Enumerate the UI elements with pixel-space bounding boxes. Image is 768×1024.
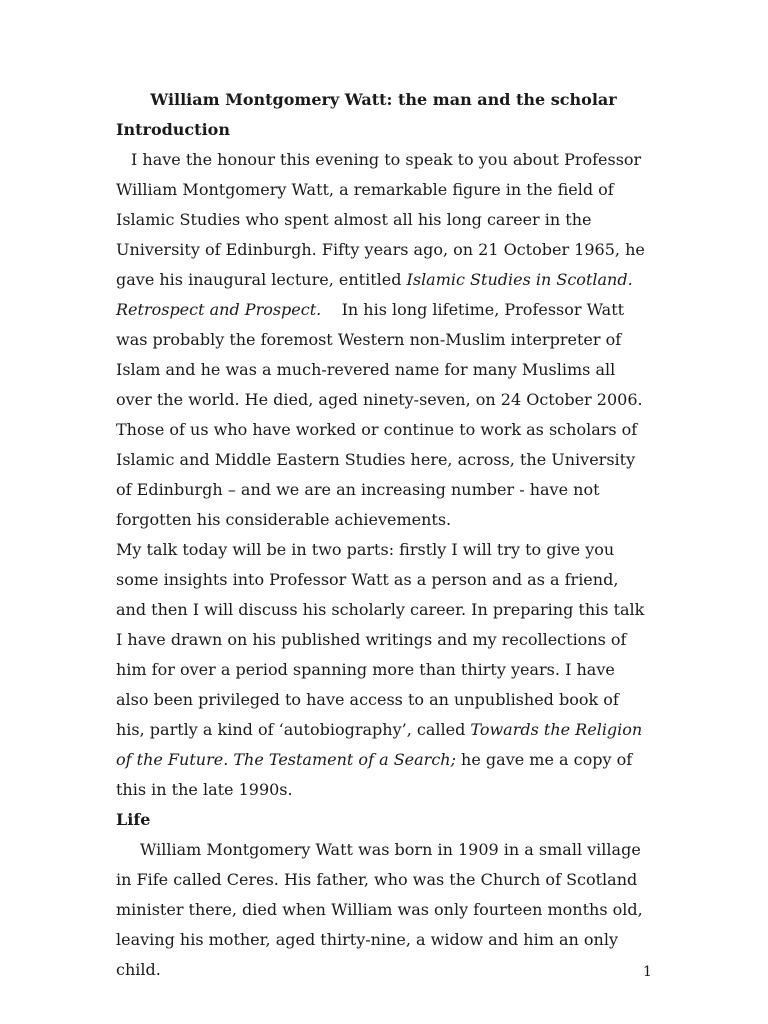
section-heading-life: Life <box>116 810 151 829</box>
introduction-paragraph-1 <box>116 145 651 535</box>
section-heading-introduction: Introduction <box>116 120 230 139</box>
document-page <box>116 85 651 985</box>
introduction-paragraph-2-text-a: My talk today will be in two parts: firstly I will try to give you some insights into Professor Watt as a person and as a friend, and then I will discuss his scholarly career. In preparing this talk I have drawn on his published writings and my recollections of him for over a period spanning more than thirty years. I have also been privileged to have access to an unpublished book of his, partly a kind of ‘autobiography’, called <box>116 540 645 739</box>
introduction-paragraph-1-text-b: In his long lifetime, Professor Watt was probably the foremost Western non-Muslim interpreter of Islam and he was a much-revered name for many Muslims all over the world. He died, aged ninety-seven, on 24 October 2006. Those of us who have worked or continue to work as scholars of Islamic and Middle Eastern Studies here, across, the University of Edinburgh – and we are an increasing number - have not forgotten his considerable achievements. <box>116 300 648 529</box>
inaugural-lecture-title: Islamic Studies in Scotland. Retrospect and Prospect. <box>116 270 633 319</box>
unpublished-book-title: Towards the Religion of the Future. The Testament of a Search; <box>116 720 643 769</box>
introduction-paragraph-1-text-a: I have the honour this evening to speak to you about Professor William Montgomery Watt, a remarkable figure in the field of Islamic Studies who spent almost all his long career in the University of Edinburgh. Fifty years ago, on 21 October 1965, he gave his inaugural lecture, entitled <box>116 150 645 289</box>
page-number: 1 <box>643 964 652 980</box>
life-paragraph-1: William Montgomery Watt was born in 1909 in a small village in Fife called Ceres. His father, who was the Church of Scotland minister there, died when William was only fourteen months old, leaving his mother, aged thirty-nine, a widow and him an only child. <box>116 840 643 979</box>
introduction-paragraph-2-text-b: he gave me a copy of this in the late 1990s. <box>116 750 633 799</box>
introduction-paragraph-2 <box>116 535 651 805</box>
document-title: William Montgomery Watt: the man and the scholar <box>150 90 617 109</box>
